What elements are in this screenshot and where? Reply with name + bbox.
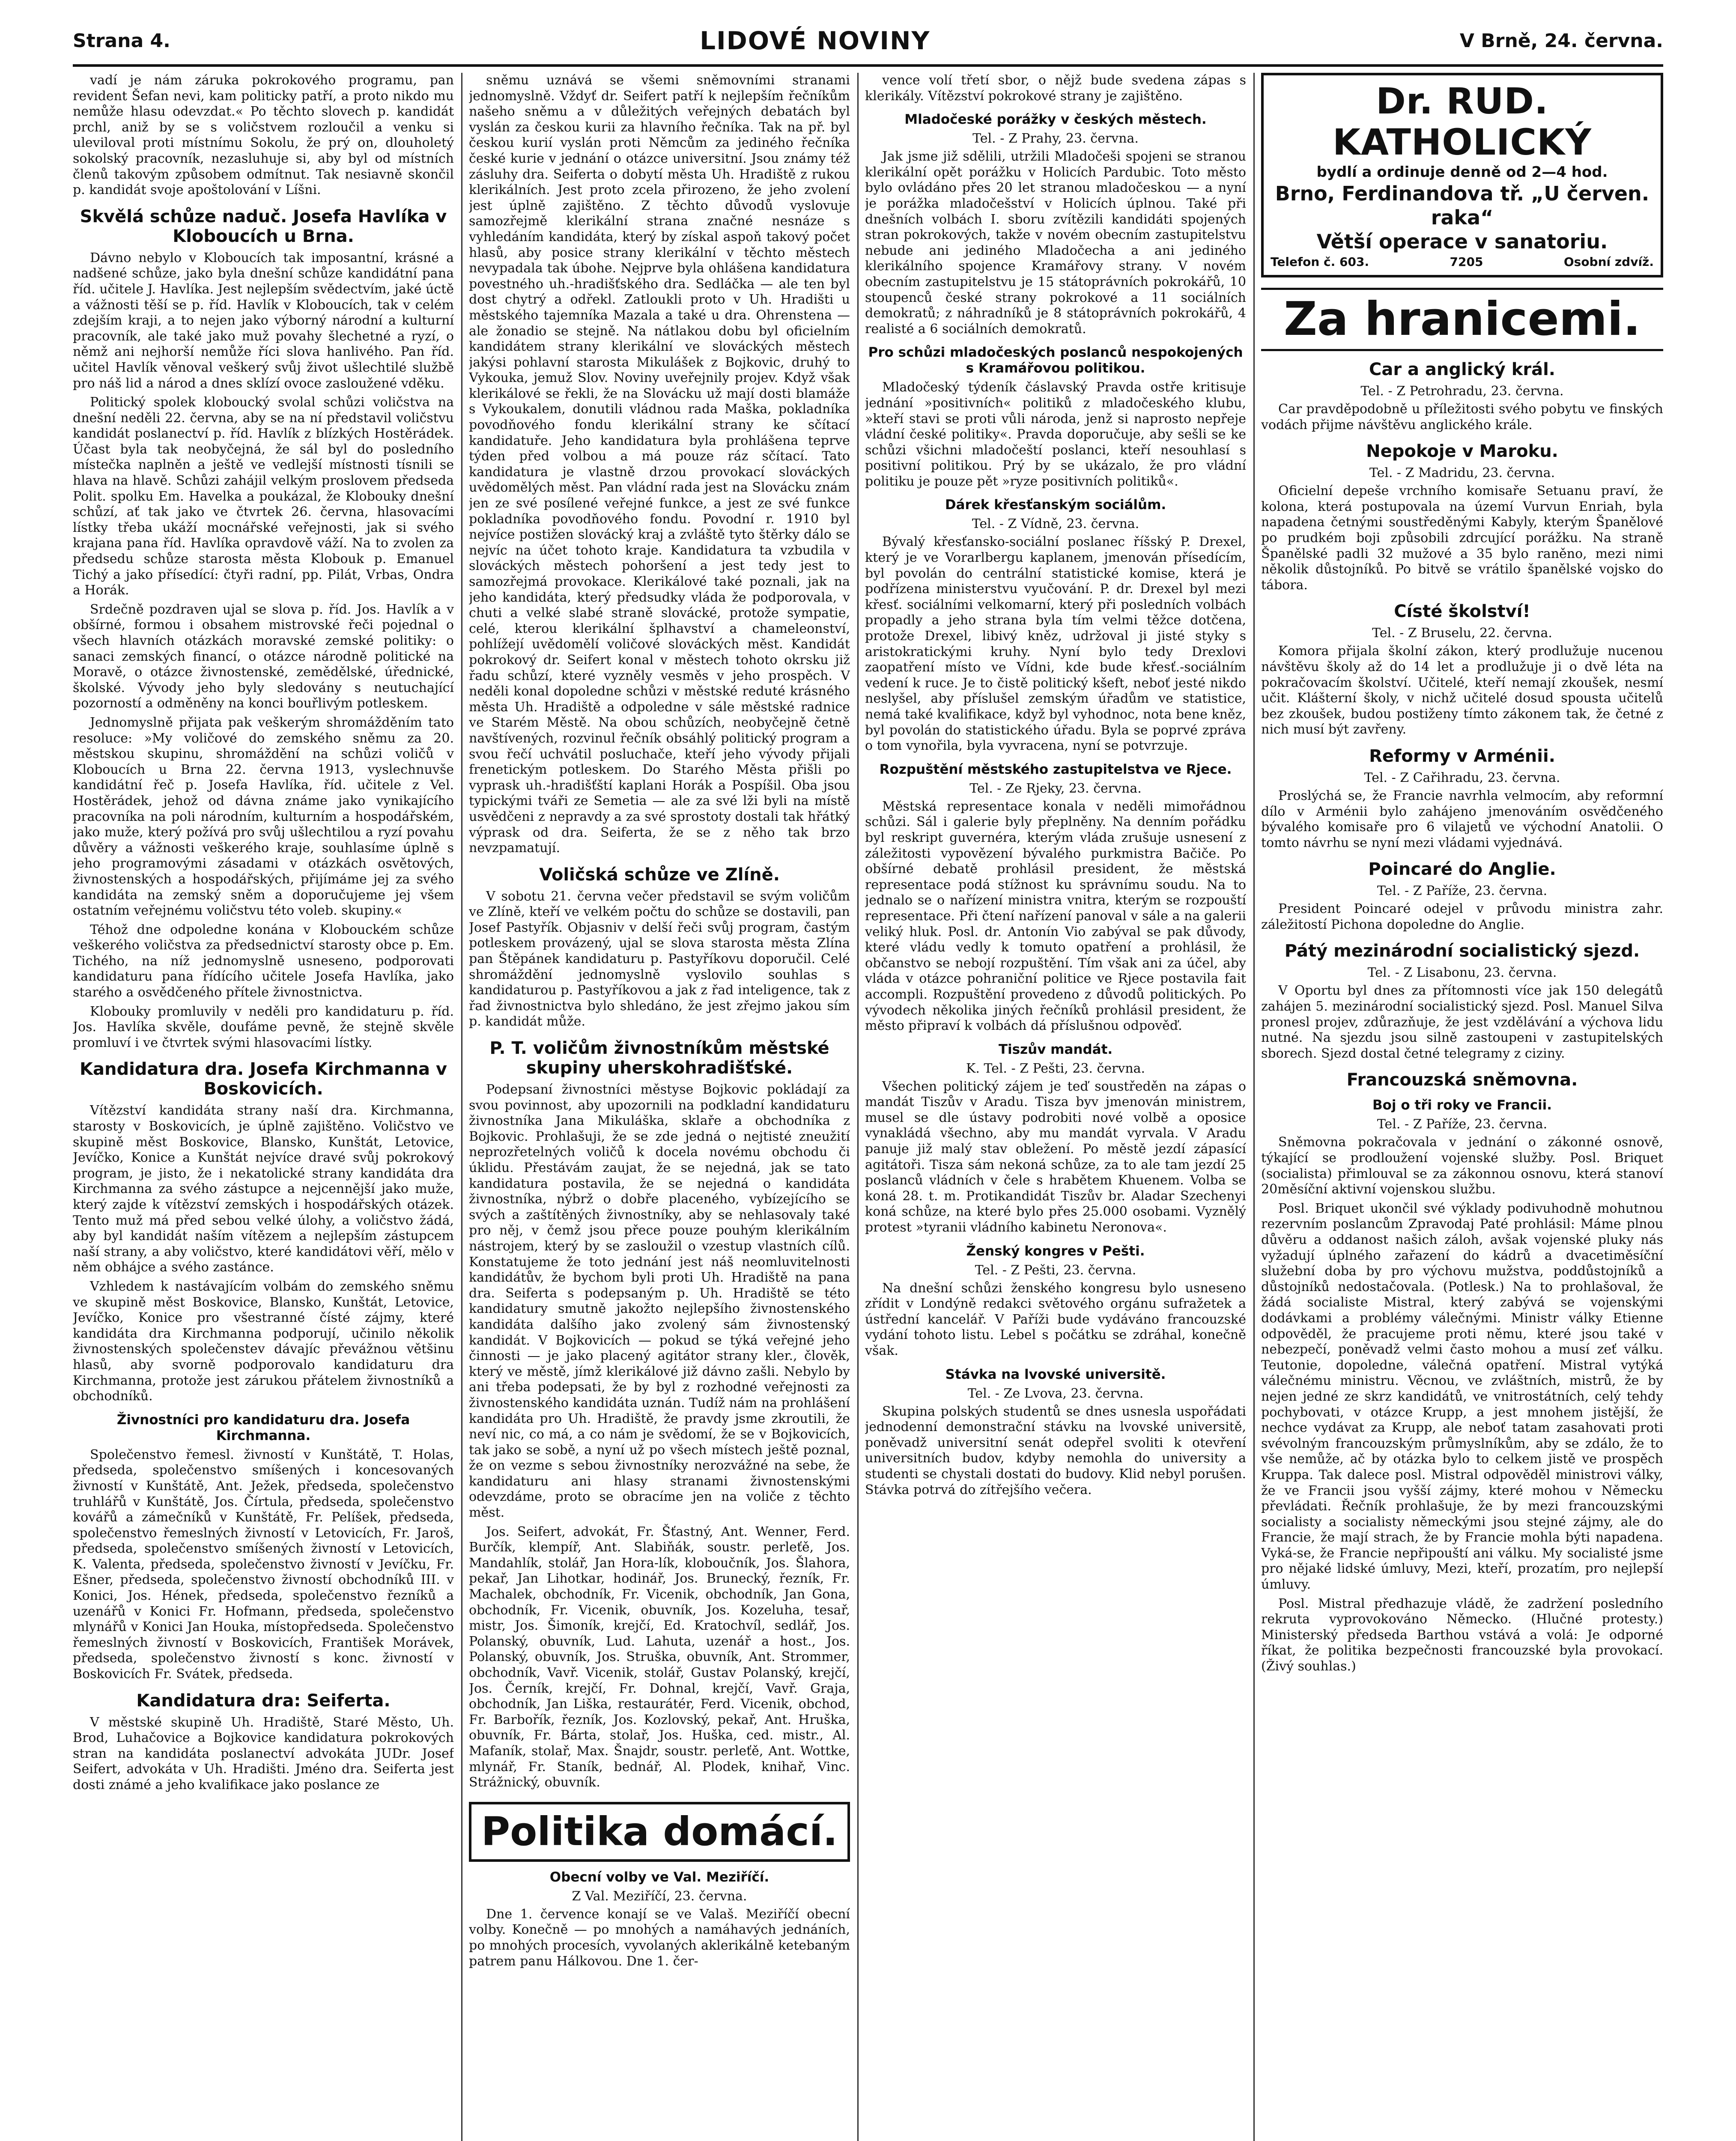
article-paragraph: Podepsaní živnostníci městyse Bojkovic pokládají za svou povinnost, aby upozornili na podkladní kandidaturu živnostníka Jana Mikuláška, sklaře a obchodníka z Bojkovic. Prohlašuji, že se zde jedná o nejtisté zneužití neprozřetelných voličů k docela novému obchodu či úklidu. Přestávám zaujat, že se nejedná, jak se tato kandidatura postavila, že se nejedná o kandidáta živnostníka, nýbrž o dobře placeného, vybízejícího se svých a zaštítěných živnostníky, aby se nehlasovaly také pro něj, v čemž jsou přece pouze pouhým klerikálním nástrojem, který by se zasloužil o vzestup vlastních cílů. Konstatujeme že toto jednání jest náš neomluvitelnosti kandidátův, že bychom byli proti Uh. Hradiště na pana dra. Seiferta s podepsaným p. Uh. Hradiště se této kandidatury smutně jakožto nejlepšího živnostenského kandidáta dalšího jako zvolený sám živnostenský kandidát. V Bojkovicích — pokud se týká veřejné jeho činnosti — je jako placený agitátor strany kler., člověk, který ve městě, jímž klerikálové již dávno zašli. Nebylo by ani třeba podepsati, že by byl z rozhodné veřejnosti za živnostenského kandidáta uznán. Tudíž nám na prohlášení kandidáta pro Uh. Hradiště, že pravdy jsme zkroutili, že neví nic, co má, a co nám je svědomí, že se v Bojkovicích, tak jako se sobě, a nyní už po všech místech ještě poznal, že on vezme s sebou živnostníky nerozvážné na sebe, že kandidaturu ani hlasy stranami živnostenskými odevzdáme, proto se obracíme jen na voliče z těchto měst. [469, 1082, 850, 1521]
article-headline: Reformy v Arménii. [1369, 746, 1555, 766]
article-headline: Pátý mezinárodní socialistický sjezd. [1284, 941, 1640, 961]
article-subheadline: Stávka na lvovské universitě. [945, 1366, 1166, 1382]
ad-code: 7205 [1450, 255, 1483, 269]
article-subheadline: Dárek křesťanským sociálům. [945, 497, 1166, 513]
column-3 [865, 73, 1246, 2141]
article-paragraph: Posl. Mistral předhazuje vládě, že zadržení posledního rekruta vyprovokováno Německo. (Hlučné protesty.) Ministerský předseda Barthou vstává a volá: Je odporné říkat, že politika bezpečnosti francouzské byla provokací. (Živý souhlas.) [1261, 1596, 1663, 1674]
article-paragraph: Bývalý křesťansko-sociální poslanec říšský P. Drexel, který je ve Vorarlbergu kaplanem, jmenován přísedícím, byl povolán do centrální statistické komise, která je podřízena ministerstvu vyučování. P. dr. Drexel byl mezi křesť. sociálními velkomarní, který při posledních volbách propadly a jeho strana byla tím velmi těžce dotčena, protože Drexel, libivý kněz, udržoval ji jisté styky s aristokratickými kruhy. Nyní bylo tedy Drexlovi zaopatření místo ve Vídni, kde bude křesť.-sociálním vedení k ruce. Je to čistě politický kšeft, neboť jesté nikdo neslyšel, aby příslušel zemským úřadům ve statistice, nemá také kvalifikace, když byl vyhodnoc, nota bene kněz, byl povolán do statistického úřadu. Byla se poprvé zpráva o tom vynořila, byla vyvracena, nyní se potvrzuje. [865, 534, 1246, 754]
column-rule [857, 73, 859, 2141]
article-paragraph: Srdečně pozdraven ujal se slova p. říd. Jos. Havlík a v obšírné, formou i obsahem mistrovské řeči pojednal o všech hlavních otázkách moravské zemské politiky: o sanaci zemských financí, o otázce národně politické na Moravě, o otázce živnostenské, zemědělské, úřednické, školské. Vývody jeho byly sledovány s neutuchající pozorností a odměněny na konci bouřlivým potleskem. [73, 602, 454, 711]
article-subheadline: Ženský kongres v Pešti. [966, 1243, 1145, 1259]
article-paragraph: Klobouky promluvily v neděli pro kandidaturu p. říd. Jos. Havlíka skvěle, doufáme pevně, že stejně skvěle promluví i ve čtvrtek svými hlasovacími lístky. [73, 1004, 454, 1050]
section-title-za-hranicemi: Za hranicemi. [1261, 288, 1663, 351]
article-dateline: Tel. - Z Vídně, 23. června. [972, 516, 1139, 532]
newspaper-page [73, 17, 1663, 2141]
article-subheadline: Rozpuštění městského zastupitelstva ve Rjece. [879, 761, 1232, 777]
ad-address: Brno, Ferdinandova tř. „U červen. raka“ [1275, 182, 1649, 229]
column-4-articles [1261, 360, 1663, 1675]
article-paragraph: vence volí třetí sbor, o nějž bude svedena zápas s klerikály. Vítězství pokrokové strany je zajištěno. [865, 73, 1246, 104]
column-4 [1261, 73, 1663, 2141]
article-dateline: Tel. - Z Petrohradu, 23. června. [1360, 384, 1564, 399]
article-paragraph: Vzhledem k nastávajícím volbám do zemského sněmu ve skupině měst Boskovice, Blansko, Kunštát, Letovice, Jevíčko, Konice pro všestranné čísté zájmy, které kandidáta dra Kirchmanna podporují, učinilo několik živnostenských společenstev dávajíc převážnou většinu hlasů, aby svorně podporovalo kandidaturu dra Kirchmanna, protože jest zárukou přátelem živnostníků a obchodníků. [73, 1279, 454, 1404]
ad-note: Osobní zdvíž. [1563, 255, 1654, 269]
column-2 [469, 73, 850, 2141]
article-dateline: Tel. - Z Paříže, 23. června. [1377, 1117, 1548, 1132]
article-headline: Kandidatura dra. Josefa Kirchmanna v Boskovicích. [79, 1059, 447, 1099]
article-subheadline: Mladočeské porážky v českých městech. [904, 112, 1207, 128]
ad-doctor-name: Dr. RUD. KATHOLICKÝ [1333, 80, 1592, 163]
masthead [73, 17, 1663, 67]
article-paragraph: sněmu uznává se všemi sněmovními stranami jednomyslně. Vždyť dr. Seifert patří k nejlepším řečníkům našeho sněmu a v důležitých veřejných debatách byl vyslán za českou kurii za hlavního řečníka. Tak na př. byl českou kurií vyslán proti Němcům za jediného řečníka české kurie v jednání o otázce universitní. Jsou známy též zásluhy dra. Seiferta o dobytí města Uh. Hradiště z rukou klerikálních. Jest proto zcela přirozeno, že jeho zvolení jest úplně zajištěno. Z těchto důvodů vyslovuje samozřejmě klerikální strana značné nesnáze s vyhledáním kandidáta, který by získal aspoň takový počet hlasů, aby posice strany klerikální v těchto městech nevypadala tak úbohe. Nejprve byla ohlášena kandidatura povestného uh.-hradišťského dra. Sedláčka — ale ten byl dost chytrý a odřekl. Zatloukli proto v Uh. Hradišti u městského tajemníka Mazala a také u dra. Ohrenstena — ale žonadio se stejně. Na nátlakou dobu byl oficielním kandidátem strany klerikální ve slováckých městech jakýsi pohlavní starosta Mikulášek z Bojkovic, druhý to Vykouka, jemuž Slov. Noviny uveřejnily projev. Když však klerikálové se řekli, že na Slovácku už mají dosti blamáže s Vykoukalem, donutili vládnou rada Maška, pokladníka povodňového fondu klerikální strany ke sčítací kandidatuře. Jeho kandidatura byla prohlášena teprve týden před volbou a má pouze ráz sčítací. Tato kandidatura je vlastně drzou provokací slováckých uvědomělých měst. Pan vládní rada jest na Slovácku znám jen ze své posílené veřejné funkce, a jest ze své funkce pokladníka povodňového fondu. Povodní r. 1910 byl nejvíce postižen slovácký kraj a zvláště tyto štěrky dálo se nejvíc na účet tohoto kraje. Kandidatura ta vzbudila v slováckých městech pohoršení a jest tedy jest to samozřejmá provokace. Klerikálové také poznali, jak na jeho kandidáta, který předsudky vláda že podporovala, v chuti a velké slabé straně slovácké, protože sympatie, celé, kterou klerikální šplhavství a chameleonství, pohlížejí uvědomělí voličové slováckých měst. Kandidát pokrokový dr. Seifert konal v městech tohoto okrsku již řadu schůzí, které vyzněly vesměs v jeho prospěch. V neděli konal dopoledne schůzi v městské reduté krásného města Uh. Hradiště a odpoledne v sále městské radnice ve Starém Městě. Na obou schůzích, neobyčejně četně navštívených, rozvinul řečník obsáhlý politický program a svou řečí uchvátil posluchače, kteří jeho vývody přijali frenetickým potleskem. Do Starého Města přišli po vyprask uh.-hradišťští kaplani Horák a Pospíšil. Oba jsou typickými tváři ze Semetia — ale za své lži byli na místě usvědčeni z nepravdy a za své sprostoty dostali tak hřátký výprask od dra. Seiferta, že se z něho tak brzo nevzpamatují. [469, 73, 850, 856]
article-paragraph: Jos. Seifert, advokát, Fr. Šťastný, Ant. Wenner, Ferd. Burčík, klempíř, Ant. Slabiňák, soustr. perleťě, Jos. Mandahlík, stolář, Jan Hora-lík, kloboučník, Jos. Šlahora, pekař, Jan Lihotkar, hodinář, Jos. Brunecký, řezník, Fr. Machalek, obchodník, Fr. Vicenik, obchodník, Jan Gona, obchodník, Fr. Vicenik, obuvník, Jos. Kozeluha, tesař, mistr, Jos. Šimoník, krejčí, Ed. Kratochvíl, sedlář, Jos. Polanský, obuvník, Lud. Lahuta, uzenář a host., Jos. Polanský, obuvník, Jos. Struška, obuvník, Ant. Strommer, obchodník, Vavř. Vicenik, stolář, Gustav Polanský, krejčí, Jos. Černík, krejčí, Fr. Dohnal, krejčí, Vavř. Graja, obchodník, Jan Liška, restaurátér, Ferd. Vicenik, obchod, Fr. Barbořík, řezník, Jos. Kozlovský, pekař, Ant. Hruška, obuvník, Fr. Bárta, stolař, Jos. Huška, ced. mistr., Al. Mafaník, stolař, Max. Šnajdr, soustr. perleťě, Ant. Wottke, mlynář, Fr. Staník, bednář, Al. Plodek, knihař, Vinc. Strážnický, obuvník. [469, 1524, 850, 1790]
article-dateline: Tel. - Z Lisabonu, 23. června. [1367, 965, 1557, 981]
article-paragraph: Jak jsme již sdělili, utržili Mladočeši spojeni se stranou klerikální opět porážku v Holicích Pardubic. Toto město bylo ovládáno přes 20 let stranou mladočeskou — a nyní je porážka mladočešství v Holicích úplnou. Také při dnešních volbách I. sboru zvítězili kandidáti spojených stran pokrokových, takže v novém obecním zastupitelstvu nebude ani jediného Mladočecha a ani jediného klerikálního spojence Kramářovy strany. V novém obecním zastupitelstvu je 15 státoprávních pokrokářů, 10 stoupenců české strany pokrokové a 11 sociálních demokratů; z náhradníků je 8 státoprávních pokrokářů, 4 realisté a 6 sociálních demokratů. [865, 149, 1246, 337]
article-paragraph: Vítězství kandidáta strany naší dra. Kirchmanna, starosty v Boskovicích, je úplně zajištěno. Voličstvo ve skupině měst Boskovice, Blansko, Kunštát, Letovice, Jevíčko, Konice a Kunštát nejvíce dravé svůj pokrokový program, je jisto, že i nekatolické strany kandidáta dra Kirchmanna za svého zástupce a nejcennější jako muže, který zajde k vítězství zemských i hospodářských otázek. Tento muž má před sebou velké úlohy, a voličstvo žádá, aby byl kandidát naším vítězem a nejlepším zástupcem naší strany, a aby voličstvo, které kandidátovi věří, mělo v něm obhájce a svého zastánce. [73, 1103, 454, 1275]
article-headline: Car a anglický král. [1369, 360, 1555, 379]
page-number: Strana 4. [73, 30, 170, 52]
article-paragraph: Oficielní depeše vrchního komisaře Setuanu praví, že kolona, která postupovala na území Vurvun Enriah, byla napadena četnými soustředěnými Kabyly, kterým Španělové po prudkém boji způsobili zdrcující porážku. Na straně Španělské padli 32 mužové a 35 bylo raněno, mezi nimi několik důstojníků. Po bitvě se vrátilo španělské vojsko do tábora. [1261, 483, 1663, 593]
article-paragraph: Mladočeský týdeník čáslavský Pravda ostře kritisuje jednání »positivních« politiků z mladočeského klubu, »kteří stavi se proti vůli národa, jenž si naprosto nepřeje vládní české politiky«. Pravda doporučuje, aby sešli se ke schůzi všichni mladočeští poslanci, kteří nesouhlasí s positivní politikou. Prý by se ukázalo, že pro vládní politiku je pouze pět »ryze positivních politiků«. [865, 380, 1246, 489]
article-subheadline: Živnostníci pro kandidaturu dra. Josefa Kirchmanna. [116, 1412, 410, 1443]
article-headline: Poincaré do Anglie. [1368, 859, 1556, 880]
article-paragraph: Proslýchá se, že Francie navrhla velmocím, aby reformní dílo v Arménii bylo zahájeno jmenováním osvědčeného bývalého komisaře pro 6 vilajetů ve východní Anatolii. O tomto návrhu se nyní mezi vládami vyjednává. [1261, 788, 1663, 850]
article-paragraph: Car pravděpodobně u příležitosti svého pobytu ve finských vodách přijme návštěvu anglického krále. [1261, 402, 1663, 432]
article-subheadline: Boj o tři roky ve Francii. [1372, 1097, 1552, 1113]
article-paragraph: Posl. Briquet ukončil své výklady podivuhodně mohutnou rezervním poslancům Zpravodaj Paté prohlásil: Máme plnou důvěru a oddanost našich záloh, avšak vojenské pluky nás vyžadují úplného zařazení do kádrů a dvacetiměsíční služební doba by pro výchovu mužstva, poddůstojníků a důstojníků nedostačovala. (Potlesk.) Na to prohlašoval, že žádá socialiste Mistral, který zabývá se vojenskými dodávkami a problémy válečnými. Ministr války Etienne odpověděl, že pracujeme proti němu, které jsou také v nebezpečí, poněvadž velmi často mohou a musí zeť válku. Teutonie, dopoledne, válečná opatření. Mistral vytýká válečnému ministru. Věcnou, ve zvláštních, mistrů, že by nejen jedné ze skrz kandidátů, ve vnitrostátních, celý tehdy pochybovati, v otázce Krupp, a jest mnohem jistější, že nechce vydávat za Krupp, ale neboť tatam zasahovati proti svévolným francouzským průmyslníkům, aby se zdálo, že to vše nemůže, ač by otázka bylo to celkem jistě ve prospěch Kruppa. Tak dalece posl. Mistral odpověděl ministrovi války, že ve Francii jsou vyšší zájmy, které mohou v Německu převládati. Řečník prohlašuje, že by mezi francouzskými socialisty a socialisty německými jsou stejné zájmy, ale do Francie, že mají strach, že by Francie mohla býti napadena. Vyká-se, že Francie nepřipouští ani válku. My socialisté jsme pro nějaké lidské úmluvy, Mezi, kteří, prozatím, pro nejlepší úmluvy. [1261, 1201, 1663, 1592]
article-paragraph: Na dnešní schůzi ženského kongresu bylo usneseno zřídit v Londýně redakci světového orgánu sufražetek a ústřední kancelář. V Paříži bude vydáváno francouzské vydání tohoto listu. Lebel s počátku se zdráhal, konečně však. [865, 1280, 1246, 1358]
article-dateline: Tel. - Z Pešti, 23. června. [975, 1262, 1136, 1278]
article-headline: P. T. voličům živnostníkům městské skupiny uherskohradišťské. [489, 1038, 829, 1078]
article-paragraph: V sobotu 21. června večer představil se svým voličům ve Zlíně, kteří ve velkém počtu do schůze se dostavili, pan Josef Pastyřík. Objasniv v delší řeči svůj program, častým potleskem provázený, ujal se slova starosta města Zlína pan Štěpánek kandidaturu p. Pastyříkovu doporučil. Celé shromáždění jednomyslně vyslovilo souhlas s kandidaturou p. Pastyříkovou a jak z řad inteligence, tak z řad živnostnictva bylo shledáno, že jest zřejmo jakou sím p. kandidát může. [469, 889, 850, 1029]
article-paragraph: V městské skupině Uh. Hradiště, Staré Město, Uh. Brod, Luhačovice a Bojkovice kandidatura pokrokových stran na kandidáta poslanectví advokáta JUDr. Josef Seifert, advokáta v Uh. Hradišti. Jméno dra. Seiferta jest dosti známé a jeho kvalifikace jako poslance ze [73, 1715, 454, 1792]
article-subheadline: Tiszův mandát. [998, 1041, 1113, 1057]
doctor-advertisement [1261, 73, 1663, 277]
article-paragraph: Všechen politický zájem je teď soustředěn na zápas o mandát Tiszův v Aradu. Tisza byv jmenován ministrem, musel se dle ústavy podrobiti nové volbě a oposice vynakládá všechno, aby mu mandát vyrvala. V Aradu panuje již malý stav obležení. Po městě jezdí zápasící agitátoři. Tisza sám nekoná schůze, za to ale tam jezdí 25 poslanců vládních v čele s hrabětem Khuenem. Volba se koná 28. t. m. Protikandidát Tiszův br. Aladar Szechenyi koná schůze, na které bylo přes 25.000 osobami. Vyznělý protest »tyranii vládního kabinetu Neronova«. [865, 1079, 1246, 1235]
article-subheadline: Obecní volby ve Val. Meziříčí. [549, 1869, 770, 1885]
article-paragraph: Komora přijala školní zákon, který prodlužuje nucenou návštěvu školy až do 14 let a prodlužuje ji o dvě léta na pokračovacím školství. Učitelé, kteří nemají zkoušek, nesmí učit. Klášterní školy, v nichž učitelé dosud spousta učitelů bez zkoušek, budou postiženy tímto zákonem tak, že četné z nich musí být zavřeny. [1261, 644, 1663, 737]
newspaper-title: LIDOVÉ NOVINY [700, 26, 931, 55]
article-subheadline: Pro schůzi mladočeských poslanců nespokojených s Kramářovou politikou. [868, 345, 1243, 376]
article-paragraph: Téhož dne odpoledne konána v Klobouckém schůze veškerého voličstva za předsednictví starosty obce p. Em. Tichého, na níž jednomyslně usneseno, podporovati kandidaturu pana řídícího učitele Josefa Havlíka, jako starého a osvědčeného přítele živnostnictva. [73, 922, 454, 1000]
article-headline: Voličská schůze ve Zlíně. [539, 865, 780, 885]
column-1 [73, 73, 454, 2141]
article-paragraph: Dne 1. července konají se ve Valaš. Meziříčí obecní volby. Konečně — po mnohých a namáhavých jednáních, po mnohých procesích, vyvolaných aklerikálně ketebaným patrem panu Hálkovou. Dne 1. čer- [469, 1906, 850, 1969]
article-paragraph: V Oportu byl dnes za přítomnosti více jak 150 delegátů zahájen 5. mezinárodní socialistický sjezd. Posl. Manuel Silva pronesl projev, zdůrazňuje, že jest vzdělávání a výchova lidu nutné. Na sjezdu jsou silně zastoupeni v zastupitelských sborech. Sjezd dostal četné telegramy z ciziny. [1261, 983, 1663, 1061]
article-dateline: Tel. - Ze Lvova, 23. června. [967, 1386, 1144, 1401]
ad-footer [1271, 253, 1654, 271]
article-headline: Nepokoje v Maroku. [1366, 441, 1558, 462]
article-headline: Císté školství! [1394, 602, 1530, 622]
article-headline: Skvělá schůze naduč. Josefa Havlíka v Kloboucích u Brna. [80, 206, 447, 246]
article-headline: Francouzská sněmovna. [1346, 1070, 1578, 1090]
article-paragraph: Dávno nebylo v Kloboucích tak imposantní, krásné a nadšené schůze, jako byla dnešní schůze kandidátní pana říd. učitele J. Havlíka. Jest nejlepším svědectvím, jaké úctě a vážnosti těší se p. říd. Havlík v Kloboucích, tak v celém zdejším kraji, a to nejen jako výborný národní a kulturní pracovník, ale také jako muž povahy šlechetné a ryzí, o němž ani nejhorší nemůže říci slova hanlivého. Pan říd. učitel Havlík věnoval veškerý svůj život ušlechtilé službě pro náš lid a národ a dnes sklízí ovoce zasloužené vděku. [73, 250, 454, 391]
columns [73, 73, 1663, 2141]
article-paragraph: President Poincaré odejel v průvodu ministra zahr. záležitostí Pichona dopoledne do Anglie. [1261, 901, 1663, 932]
article-dateline: Tel. - Ze Rjeky, 23. června. [969, 781, 1142, 796]
article-paragraph: Společenstvo řemesl. živností v Kunštátě, T. Holas, předseda, společenstvo smíšených i koncesovaných živností v Kunštátě, Ant. Ježek, předseda, společenstvo truhlářů v Kunštátě, Jos. Čírtula, předseda, společenstvo kovářů a zámečníků v Kunštátě, Fr. Pelíšek, předseda, společenstvo řemeslných živností v Letovicích, Fr. Jaroš, předseda, společenstvo smíšených živností v Letovicích, K. Valenta, předseda, společenstvo živností v Jevíčku, Fr. Ešner, předseda, společenstvo živností obchodníků III. v Konici, Jos. Hének, předseda, společenstvo řezníků a uzenářů v Konici Fr. Hofmann, předseda, společenstvo mlynářů v Konici Jan Houka, místopředseda. Společenstvo řemeslných živností v Boskovicích, František Morávek, předseda, společenstvo živností s konc. živností v Boskovicích Fr. Svátek, předseda. [73, 1447, 454, 1682]
article-dateline: Tel. - Z Bruselu, 22. června. [1372, 626, 1552, 641]
article-dateline: Z Val. Meziříčí, 23. června. [572, 1888, 747, 1904]
article-dateline: Tel. - Z Cařihradu, 23. června. [1364, 770, 1560, 785]
article-paragraph: Jednomyslně přijata pak veškerým shromážděním tato resoluce: »My voličové do zemského sněmu za 20. městskou skupinu, shromáždění na schůzi voličů v Kloboucích u Brna 22. června 1913, vyslechnuvše kandidátní řeč p. Josefa Havlíka, říd. učitele z Vel. Hostěrádek, jehož od dávna známe jako vynikajícího pracovníka na poli národním, kulturním a hospodářském, jako muže, který požívá pro svůj ušlechtilou a ryzí povahu důvěry a vážnosti veškerého kraje, souhlasíme úplně s jeho programovými zásadami v otázkách osvětových, živnostenských a hospodářských, přijímáme jej za svého kandidáta na zemský sněm a doporučujeme jej všem ostatním veřejnému voličstvu této voleb. skupiny.« [73, 715, 454, 918]
ad-phone: Telefon č. 603. [1271, 255, 1369, 269]
ad-hours: bydlí a ordinuje denně od 2—4 hod. [1316, 164, 1608, 181]
article-dateline: K. Tel. - Z Pešti, 23. června. [966, 1061, 1145, 1076]
column-rule [461, 73, 462, 2141]
ad-operations: Větší operace v sanatoriu. [1316, 230, 1608, 253]
article-headline: Kandidatura dra: Seiferta. [136, 1691, 391, 1711]
article-paragraph: vadí je nám záruka pokrokového programu, pan revident Šefan nevi, kam politicky patří, a proto nikdo mu nemůže hlasu odevzdat.« Po těchto slovech p. kandidát prchl, aniž by se s voličstvem rozloučil a venku si uleviloval proti místnímu Sokolu, že prý on, dlouholetý sokolský pracovník, nezasluhuje si, aby byl od místních členů takovým způsobem odmítnut. Tak nesiavně skončil p. kandidát svoje apoštolování v Líšni. [73, 73, 454, 198]
issue-date: V Brně, 24. června. [1459, 30, 1663, 52]
article-dateline: Tel. - Z Madridu, 23. června. [1369, 465, 1555, 481]
article-paragraph: Politický spolek kloboucký svolal schůzi voličstva na dnešní neděli 22. června, aby se na ní představil voličstvu kandidát poslanectví p. říd. Havlík z blízkých Hostěrádek. Účast byla tak neobyčejná, že sál byl do posledního místečka naplněn a ještě ve vedlejší místnosti tísnili se hlava na hlavě. Schůzi zahájil velkým proslovem předseda Polit. spolku Em. Havelka a poukázal, že Klobouky dnešní schůzí, ať tak jako ve čtvrtek 26. června, hlasovacími lístky třeba ukáží mocnářské veřejnosti, jak si svého krajana pana říd. Havlíka opravdově váží. Na to zvolen za předsedu schůze starosta města Klobouk p. Emanuel Tichý a jako přísedící: čtyři radní, pp. Pilát, Vrbas, Ondra a Horák. [73, 395, 454, 598]
article-dateline: Tel. - Z Prahy, 23. června. [972, 131, 1139, 146]
article-dateline: Tel. - Z Paříže, 23. června. [1377, 883, 1548, 899]
article-paragraph: Sněmovna pokračovala v jednání o zákonné osnově, týkající se prodloužení vojenské služby. Posl. Briquet (socialista) přimlouval se za zákonnou osnovu, která stanoví 20měsíční aktivní vojenskou službu. [1261, 1135, 1663, 1197]
article-paragraph: Městská representace konala v neděli mimořádnou schůzi. Sál i galerie byly přeplněny. Na denním pořádku byl reskript guvernéra, kterým vláda zrušuje usnesení z záležitosti vypovězení bývalého purkmistra Bačiče. Po obšírné debatě prohlásil president, že městská representace podá stížnost ku správnímu soudu. Na to jednalo se o nařízení ministra vnitra, kterým se rozpouští representace. Při čtení nařízení panoval v sále a na galerii veliký hluk. Posl. dr. Antonín Vio zabýval se pak důvody, které vládu vedly k tomuto opatření a prohlásil, že občanstvo se nebojí rozpuštění. Tím však ani za účel, aby vláda v otázce pohraniční politice ve Rjece postavila fait accompli. Rozpuštění provedeno z důvodů politických. Po vývodech několika jiných řečníků prohlásil president, že město připraví k volbách dá příslušnou odpověď. [865, 799, 1246, 1034]
column-rule [1253, 73, 1255, 2141]
section-title-politika-domaci: Politika domácí. [469, 1802, 850, 1862]
article-paragraph: Skupina polských studentů se dnes usnesla uspořádati jednodenní demonstrační stávku na lvovské universitě, poněvadž universitní senát odepřel svoliti k otevření universitních budov, kdyby nemohla do university a studenti se chystali dostati do budovy. Klid nebyl porušen. Stávka potrvá do zítřejšího večera. [865, 1404, 1246, 1497]
